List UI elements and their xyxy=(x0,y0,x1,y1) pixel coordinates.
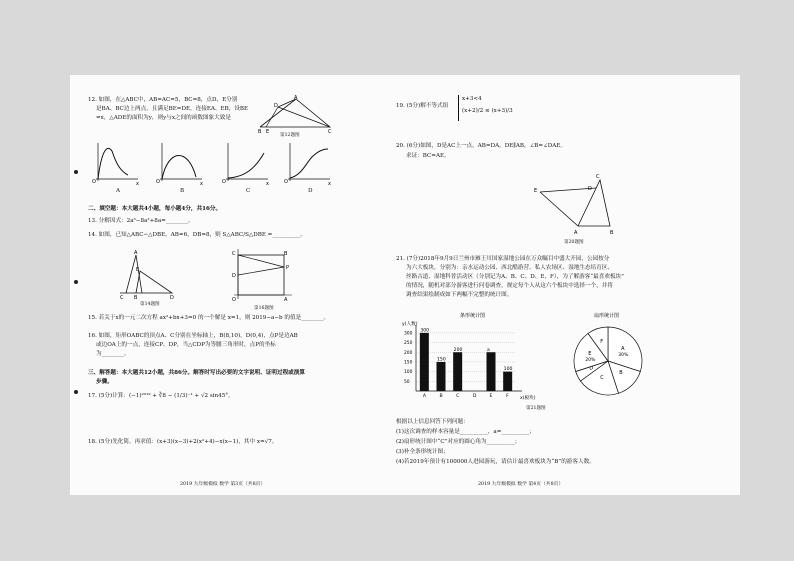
pie-slice-percent: 30% xyxy=(618,353,629,359)
svg-text:x: x xyxy=(328,181,331,187)
svg-text:D: D xyxy=(170,295,174,299)
q12-opt-d: D xyxy=(308,188,313,194)
bar-data-label: 200 xyxy=(453,347,463,353)
binding-mark xyxy=(74,390,78,394)
q19: 19. (5分)解不等式组 xyxy=(396,103,449,109)
bar-chart-xlabel: x(板块) xyxy=(520,396,536,401)
q18: 18. (5分)先化简，再求值：(x+3)(x−3)+2(x²+4)−x(x−1)，其中 x=√7。 xyxy=(88,439,278,445)
q15: 15. 若关于x的一元二次方程 ax²+bx+3=0 的一个解是 x=1，则 2019−a−b 的值是________。 xyxy=(88,315,330,321)
bar-F xyxy=(503,372,512,391)
svg-text:A: A xyxy=(294,95,298,101)
svg-text:x: x xyxy=(266,181,269,187)
q14: 14. 如图，已知△ABC∽△DBE，AB=6，DB=8，则 S△ABC/S△DBE =__________。 xyxy=(88,232,306,238)
bar-ytick-label: 50 xyxy=(404,379,410,385)
bar-data-label: 300 xyxy=(420,328,430,334)
pie-slice-label: F xyxy=(600,339,604,346)
pie-slice-label: E xyxy=(588,351,592,358)
q12-line1: 12. 如图，在△ABC中，AB=AC=5，BC=8，点D、E分别 xyxy=(88,97,238,103)
svg-text:E: E xyxy=(266,129,270,135)
svg-text:O: O xyxy=(222,179,226,185)
svg-text:E: E xyxy=(136,267,140,273)
bar-E xyxy=(487,352,496,391)
section-2-heading: 二、填空题：本大题共4小题，每小题4分，共16分。 xyxy=(88,206,222,212)
fig14-triangles xyxy=(114,247,184,299)
q12-graph-c xyxy=(222,143,269,187)
q21-line2: 为六大板块，分别为：亲水运动公园、西北酷游营、私人农场区、湿地生态培育区、 xyxy=(406,265,613,271)
exam-sheet xyxy=(70,75,740,495)
q21-line5: 调查结果绘制成如下两幅不完整的统计图。 xyxy=(406,292,513,298)
q12-graph-d xyxy=(284,143,331,187)
right-footer: 2019 九年级模拟 数学 第4页（共8页） xyxy=(478,482,564,487)
q16-line1: 16. 如图，矩形OABC的顶点A、C分别在坐标轴上，B(8,10)，D(0,4)，点P是边AB xyxy=(88,333,298,339)
q16-line3: 为________。 xyxy=(96,351,130,357)
svg-text:B: B xyxy=(284,251,288,257)
svg-text:C: C xyxy=(120,295,124,299)
pie-chart xyxy=(558,309,658,405)
bar-B xyxy=(437,362,446,391)
q12-line3: =x，△ADE的面积为y，则y与x之间的函数图象大致是 xyxy=(96,115,231,121)
pie-slice-label: D xyxy=(589,365,594,372)
bar-category-label: A xyxy=(422,394,426,399)
q21-sub3: (3)补全条形统计图； xyxy=(396,449,449,455)
svg-text:B: B xyxy=(258,129,262,135)
q12-opt-b: B xyxy=(180,188,185,194)
fig20-caption: 第20题图 xyxy=(564,240,584,245)
q12-line2: 是BA、BC边上两点，且满足BE=DE，连接EA、EB，设BE xyxy=(96,106,249,112)
svg-text:A: A xyxy=(574,230,578,236)
q12-graph-a xyxy=(92,143,139,187)
left-footer: 2019 九年级模拟 数学 第3页（共8页） xyxy=(180,482,266,487)
svg-text:D: D xyxy=(232,273,236,279)
svg-text:C: C xyxy=(596,174,600,180)
svg-text:B: B xyxy=(134,295,138,299)
bar-data-label: 150 xyxy=(437,357,446,363)
q12-opt-a: A xyxy=(116,188,121,194)
svg-text:C: C xyxy=(232,251,236,257)
pie-slice-label: B xyxy=(619,370,623,377)
pie-chart-title: 扇形统计图 xyxy=(594,313,620,319)
svg-text:D: D xyxy=(274,103,278,109)
q20-line2: 求证：BC=AE。 xyxy=(406,153,450,159)
bar-category-label: C xyxy=(456,394,460,399)
fig16-rectangle xyxy=(230,247,300,303)
q21-sub4: (4)若2019年预计有100000人进园游玩，请估计最喜欢板块为“B”的游客人数。 xyxy=(396,459,595,465)
svg-text:O: O xyxy=(92,179,96,185)
q12-fig-caption: 第12题图 xyxy=(280,133,300,138)
q21-line3: 丝路古道、湿地科普活动区（分别记为A、B、C、D、E、F），为了解游客“最喜欢板块” xyxy=(406,274,624,280)
q19-ineq1: x+3<4 xyxy=(462,96,482,102)
bar-chart-ylabel: y(人数) xyxy=(402,322,418,327)
svg-text:P: P xyxy=(286,265,290,271)
fig20-geometry xyxy=(530,170,620,238)
svg-text:O: O xyxy=(284,179,288,185)
q21-line4: 的情况，随机对部分游客进行问卷调查，规定每个人从这六个板块中选择一个，并将 xyxy=(406,283,613,289)
fig16-caption: 第16题图 xyxy=(254,306,274,311)
bar-chart-title: 条形统计图 xyxy=(460,313,486,319)
pie-slice-label: C xyxy=(600,374,604,381)
bar-A xyxy=(420,333,429,391)
svg-text:x: x xyxy=(136,181,139,187)
bar-category-label: F xyxy=(506,394,509,399)
q21-sub2: (2)扇形统计图中“C”对应的圆心角为__________； xyxy=(396,439,521,445)
q21-ask: 根据以上信息回答下列问题： xyxy=(396,419,469,425)
bar-ytick-label: 250 xyxy=(404,341,413,347)
q21-line1: 21. (7分)2018年9月9日兰州市雁王川国家湿地公园在万众瞩目中盛大开园，公园按分 xyxy=(396,256,610,262)
q16-line2: 或边OA上的一点，连接CP、DP，当△CDP为等腰三角形时，点P的坐标 xyxy=(96,342,276,348)
q12-triangle-figure xyxy=(256,95,336,137)
bar-category-label: B xyxy=(439,394,443,399)
svg-text:A: A xyxy=(134,250,138,256)
svg-text:O: O xyxy=(232,297,236,303)
fig21-caption: 第21题图 xyxy=(526,406,546,411)
svg-text:D: D xyxy=(588,186,592,192)
q12-option-graphs xyxy=(88,141,343,191)
pie-slice-label: A xyxy=(621,346,625,353)
bar-ytick-label: 150 xyxy=(404,360,413,366)
bar-category-label: E xyxy=(489,394,493,399)
bar-chart xyxy=(400,309,550,405)
bar-ytick-label: 100 xyxy=(404,370,413,376)
bar-C xyxy=(453,352,462,391)
fig14-caption: 第14题图 xyxy=(140,302,160,307)
q12-opt-c: C xyxy=(246,188,251,194)
binding-mark xyxy=(74,280,78,284)
bar-data-label: 100 xyxy=(503,367,513,373)
bar-ytick-label: 300 xyxy=(404,331,413,337)
pie-slice-percent: 20% xyxy=(585,358,596,364)
q12-graph-b xyxy=(156,143,203,187)
section-3-heading-cont: 步骤。 xyxy=(96,379,113,385)
bar-category-label: D xyxy=(472,394,477,399)
binding-mark xyxy=(74,170,78,174)
svg-text:E: E xyxy=(534,188,538,194)
q17: 17. (5分)计算：(−1)²⁰¹⁹ + ∛8 − (1/3)⁻¹ + √2 sin45°。 xyxy=(88,393,234,399)
q19-ineq2: (x+2)/2 ≤ (x+3)/3 xyxy=(462,108,513,114)
svg-text:C: C xyxy=(328,129,332,135)
q19-brace xyxy=(458,95,461,121)
svg-text:A: A xyxy=(284,297,288,303)
q21-sub1: (1)这次调查的样本容量是__________，a=__________； xyxy=(396,429,536,435)
svg-text:B: B xyxy=(610,230,614,236)
svg-text:O: O xyxy=(156,179,160,185)
q13: 13. 分解因式：2a³−8a²+8a=________。 xyxy=(88,218,194,224)
bar-data-label: a xyxy=(487,347,490,353)
q20-line1: 20. (6分)如图，D是AC上一点，AB=DA，DE∥AB，∠B=∠DAE。 xyxy=(396,143,566,149)
bar-ytick-label: 200 xyxy=(404,350,413,356)
svg-text:x: x xyxy=(200,181,203,187)
section-3-heading: 三、解答题：本大题共12小题，共86分。解答时写出必要的文字说明、证明过程或演算 xyxy=(88,370,305,376)
